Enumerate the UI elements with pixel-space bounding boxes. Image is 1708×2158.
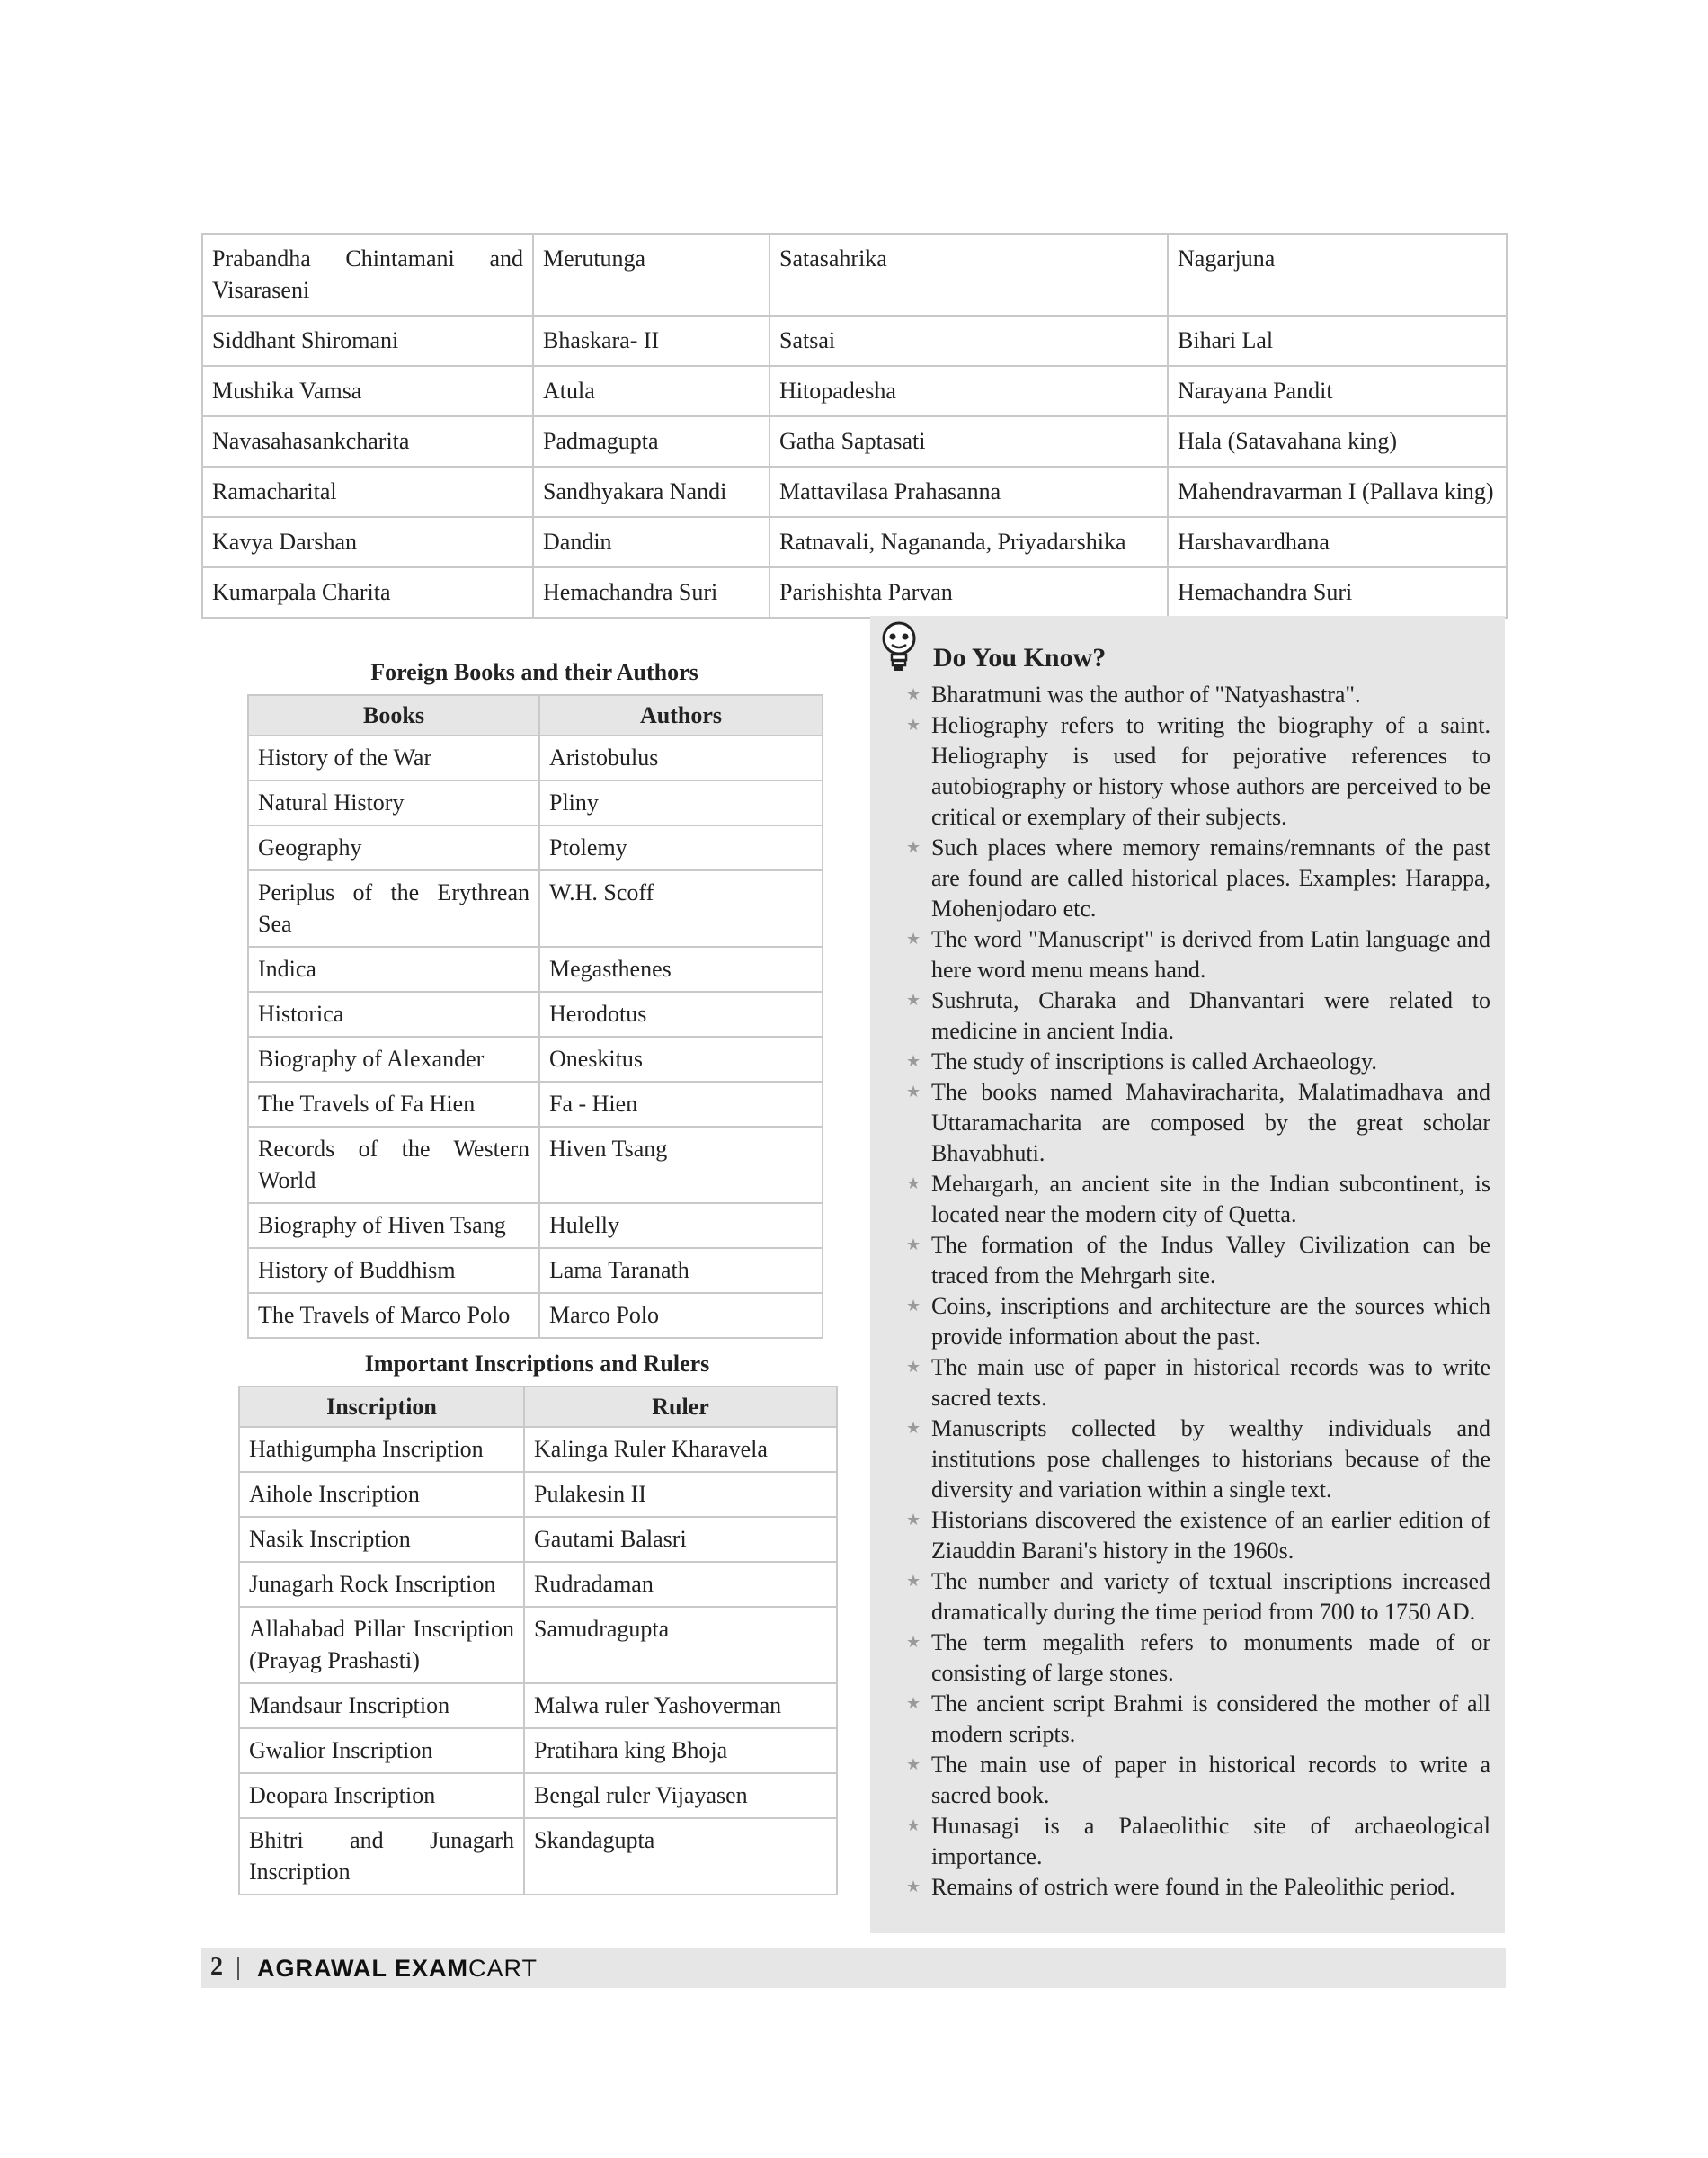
inscription-cell: Rudradaman [524, 1562, 837, 1607]
foreign-book-cell: Herodotus [539, 992, 823, 1037]
book-author-cell: Hitopadesha [769, 366, 1168, 416]
list-item [906, 1230, 1490, 1291]
table-row [202, 517, 1507, 567]
foreign-book-cell: Pliny [539, 780, 823, 825]
table-row [239, 1683, 837, 1728]
table-row [248, 992, 823, 1037]
inscription-cell: Skandagupta [524, 1818, 837, 1895]
book-author-cell: Parishishta Parvan [769, 567, 1168, 618]
list-item-text: The term megalith refers to monuments made of or consisting of large stones. [931, 1629, 1490, 1686]
list-item [906, 1689, 1490, 1750]
table-row [248, 1293, 823, 1338]
star-bullet-icon: ★ [906, 685, 921, 704]
table-row [202, 234, 1507, 316]
table-row [248, 947, 823, 992]
table-row [248, 1248, 823, 1293]
lightbulb-icon [879, 620, 919, 676]
column-header-ruler: Ruler [524, 1387, 837, 1427]
list-item-text: The main use of paper in historical records to write a sacred book. [931, 1752, 1490, 1808]
footer-divider [237, 1957, 239, 1980]
book-author-cell: Prabandha Chintamani and Visaraseni [202, 234, 533, 316]
list-item-text: Hunasagi is a Palaeolithic site of archaeological importance. [931, 1813, 1490, 1869]
foreign-book-cell: Periplus of the Erythrean Sea [248, 870, 539, 947]
book-author-cell: Padmagupta [533, 416, 769, 467]
foreign-book-cell: Hiven Tsang [539, 1127, 823, 1203]
list-item-text: Historians discovered the existence of an earlier edition of Ziauddin Barani's history in the 1960s. [931, 1507, 1490, 1564]
book-author-cell: Kumarpala Charita [202, 567, 533, 618]
list-item-text: The word "Manuscript" is derived from Latin language and here word menu means hand. [931, 926, 1490, 983]
inscriptions-table [238, 1386, 838, 1895]
book-author-cell: Mattavilasa Prahasanna [769, 467, 1168, 517]
list-item [906, 1627, 1490, 1689]
star-bullet-icon: ★ [906, 1235, 921, 1254]
column-header-authors: Authors [539, 695, 823, 736]
book-author-cell: Mushika Vamsa [202, 366, 533, 416]
book-author-cell: Harshavardhana [1168, 517, 1507, 567]
list-item [906, 1413, 1490, 1505]
list-item-text: The ancient script Brahmi is considered the mother of all modern scripts. [931, 1690, 1490, 1747]
list-item-text: Sushruta, Charaka and Dhanvantari were related to medicine in ancient India. [931, 987, 1490, 1044]
inscriptions-title: Important Inscriptions and Rulers [364, 1351, 710, 1377]
table-row [248, 736, 823, 780]
star-bullet-icon: ★ [906, 1052, 921, 1071]
star-bullet-icon: ★ [906, 716, 921, 735]
table-row [248, 1082, 823, 1127]
list-item [906, 1811, 1490, 1872]
foreign-book-cell: Records of the Western World [248, 1127, 539, 1203]
table-row [248, 1203, 823, 1248]
star-bullet-icon: ★ [906, 1297, 921, 1315]
foreign-book-cell: Historica [248, 992, 539, 1037]
star-bullet-icon: ★ [906, 1419, 921, 1438]
column-header-books: Books [248, 695, 539, 736]
table-header-row [248, 695, 823, 736]
list-item-text: The main use of paper in historical records was to write sacred texts. [931, 1354, 1490, 1411]
list-item [906, 833, 1490, 924]
table-row [202, 567, 1507, 618]
brand-name-bold: AGRAWAL EXAM [257, 1955, 469, 1982]
foreign-book-cell: Biography of Hiven Tsang [248, 1203, 539, 1248]
list-item-text: Heliography refers to writing the biography of a saint. Heliography is used for pejorative references to autobiography or history whose authors are perceived to be critical or exemplary of their subjects. [931, 712, 1490, 830]
list-item [906, 1077, 1490, 1169]
list-item [906, 924, 1490, 985]
inscription-cell: Pratihara king Bhoja [524, 1728, 837, 1773]
foreign-book-cell: Hulelly [539, 1203, 823, 1248]
inscription-cell: Bhitri and Junagarh Inscription [239, 1818, 524, 1895]
table-row [248, 825, 823, 870]
foreign-book-cell: Indica [248, 947, 539, 992]
list-item [906, 1352, 1490, 1413]
inscription-cell: Gautami Balasri [524, 1517, 837, 1562]
book-author-cell: Kavya Darshan [202, 517, 533, 567]
list-item-text: Coins, inscriptions and architecture are the sources which provide information about the past. [931, 1293, 1490, 1350]
table-row [248, 1037, 823, 1082]
star-bullet-icon: ★ [906, 838, 921, 857]
list-item [906, 710, 1490, 833]
foreign-book-cell: History of the War [248, 736, 539, 780]
inscription-cell: Hathigumpha Inscription [239, 1427, 524, 1472]
book-author-cell: Hemachandra Suri [533, 567, 769, 618]
book-author-cell: Navasahasankcharita [202, 416, 533, 467]
list-item [906, 1505, 1490, 1566]
table-row [239, 1562, 837, 1607]
list-item [906, 1291, 1490, 1352]
foreign-book-cell: Geography [248, 825, 539, 870]
foreign-book-cell: Ptolemy [539, 825, 823, 870]
star-bullet-icon: ★ [906, 1694, 921, 1713]
page-footer [201, 1948, 1506, 1988]
book-author-cell: Sandhyakara Nandi [533, 467, 769, 517]
star-bullet-icon: ★ [906, 1511, 921, 1529]
brand-logo [257, 1955, 538, 1983]
book-author-cell: Siddhant Shiromani [202, 316, 533, 366]
foreign-book-cell: History of Buddhism [248, 1248, 539, 1293]
table-row [239, 1773, 837, 1818]
list-item [906, 1169, 1490, 1230]
foreign-book-cell: Natural History [248, 780, 539, 825]
book-author-cell: Dandin [533, 517, 769, 567]
list-item-text: Manuscripts collected by wealthy individuals and institutions pose challenges to historians because of the diversity and variation within a single text. [931, 1415, 1490, 1503]
table-row [248, 1127, 823, 1203]
foreign-book-cell: W.H. Scoff [539, 870, 823, 947]
list-item-text: The study of inscriptions is called Archaeology. [931, 1048, 1377, 1075]
book-author-cell: Ramacharital [202, 467, 533, 517]
foreign-book-cell: Fa - Hien [539, 1082, 823, 1127]
book-author-cell: Ratnavali, Nagananda, Priyadarshika [769, 517, 1168, 567]
table-row [248, 870, 823, 947]
star-bullet-icon: ★ [906, 1816, 921, 1835]
table-row [239, 1517, 837, 1562]
inscription-cell: Deopara Inscription [239, 1773, 524, 1818]
inscription-cell: Bengal ruler Vijayasen [524, 1773, 837, 1818]
table-header-row [239, 1387, 837, 1427]
table-row [239, 1427, 837, 1472]
foreign-book-cell: Marco Polo [539, 1293, 823, 1338]
book-author-cell: Gatha Saptasati [769, 416, 1168, 467]
inscription-cell: Mandsaur Inscription [239, 1683, 524, 1728]
inscription-cell: Allahabad Pillar Inscription (Prayag Prashasti) [239, 1607, 524, 1683]
table-row [202, 366, 1507, 416]
book-author-cell: Hemachandra Suri [1168, 567, 1507, 618]
list-item-text: The number and variety of textual inscriptions increased dramatically during the time period from 700 to 1750 AD. [931, 1568, 1490, 1625]
foreign-book-cell: The Travels of Fa Hien [248, 1082, 539, 1127]
inscription-cell: Samudragupta [524, 1607, 837, 1683]
foreign-books-title: Foreign Books and their Authors [370, 659, 698, 685]
book-author-cell: Bihari Lal [1168, 316, 1507, 366]
star-bullet-icon: ★ [906, 1633, 921, 1652]
list-item [906, 985, 1490, 1047]
list-item-text: The books named Mahaviracharita, Malatimadhava and Uttaramacharita are composed by the great scholar Bhavabhuti. [931, 1079, 1490, 1166]
page-number: 2 [210, 1953, 223, 1981]
book-author-cell: Satasahrika [769, 234, 1168, 316]
table-row [239, 1607, 837, 1683]
foreign-book-cell: Lama Taranath [539, 1248, 823, 1293]
foreign-book-cell: The Travels of Marco Polo [248, 1293, 539, 1338]
star-bullet-icon: ★ [906, 1877, 921, 1896]
table-row [248, 780, 823, 825]
foreign-books-table [247, 694, 823, 1339]
book-author-cell: Narayana Pandit [1168, 366, 1507, 416]
books-authors-table-body [202, 234, 1507, 618]
book-author-cell: Merutunga [533, 234, 769, 316]
table-row [202, 416, 1507, 467]
do-you-know-list [906, 680, 1490, 1903]
inscription-cell: Gwalior Inscription [239, 1728, 524, 1773]
foreign-book-cell: Oneskitus [539, 1037, 823, 1082]
book-author-cell: Hala (Satavahana king) [1168, 416, 1507, 467]
inscription-cell: Aihole Inscription [239, 1472, 524, 1517]
inscription-cell: Kalinga Ruler Kharavela [524, 1427, 837, 1472]
list-item [906, 680, 1490, 710]
table-row [202, 316, 1507, 366]
star-bullet-icon: ★ [906, 1572, 921, 1591]
star-bullet-icon: ★ [906, 991, 921, 1010]
foreign-book-cell: Megasthenes [539, 947, 823, 992]
inscription-cell: Pulakesin II [524, 1472, 837, 1517]
inscription-cell: Nasik Inscription [239, 1517, 524, 1562]
foreign-book-cell: Biography of Alexander [248, 1037, 539, 1082]
table-row [239, 1818, 837, 1895]
star-bullet-icon: ★ [906, 930, 921, 949]
inscription-cell: Malwa ruler Yashoverman [524, 1683, 837, 1728]
star-bullet-icon: ★ [906, 1174, 921, 1193]
list-item-text: Remains of ostrich were found in the Paleolithic period. [931, 1874, 1455, 1900]
list-item-text: Such places where memory remains/remnants of the past are found are called historical places. Examples: Harappa, Mohenjodaro etc. [931, 834, 1490, 922]
book-author-cell: Bhaskara- II [533, 316, 769, 366]
table-row [239, 1728, 837, 1773]
star-bullet-icon: ★ [906, 1755, 921, 1774]
do-you-know-title: Do You Know? [933, 643, 1107, 673]
book-author-cell: Nagarjuna [1168, 234, 1507, 316]
table-row [202, 467, 1507, 517]
table-row [239, 1472, 837, 1517]
do-you-know-box [870, 616, 1505, 1933]
list-item [906, 1566, 1490, 1627]
star-bullet-icon: ★ [906, 1358, 921, 1377]
brand-name-light: CART [468, 1955, 538, 1982]
books-authors-table [201, 233, 1508, 619]
book-author-cell: Mahendravarman I (Pallava king) [1168, 467, 1507, 517]
list-item [906, 1047, 1490, 1077]
inscription-cell: Junagarh Rock Inscription [239, 1562, 524, 1607]
foreign-book-cell: Aristobulus [539, 736, 823, 780]
list-item [906, 1750, 1490, 1811]
list-item-text: The formation of the Indus Valley Civilization can be traced from the Mehrgarh site. [931, 1232, 1490, 1289]
column-header-inscription: Inscription [239, 1387, 524, 1427]
list-item-text: Bharatmuni was the author of "Natyashastra". [931, 682, 1361, 708]
book-author-cell: Satsai [769, 316, 1168, 366]
list-item [906, 1872, 1490, 1903]
book-author-cell: Atula [533, 366, 769, 416]
star-bullet-icon: ★ [906, 1083, 921, 1101]
list-item-text: Mehargarh, an ancient site in the Indian subcontinent, is located near the modern city of Quetta. [931, 1171, 1490, 1227]
